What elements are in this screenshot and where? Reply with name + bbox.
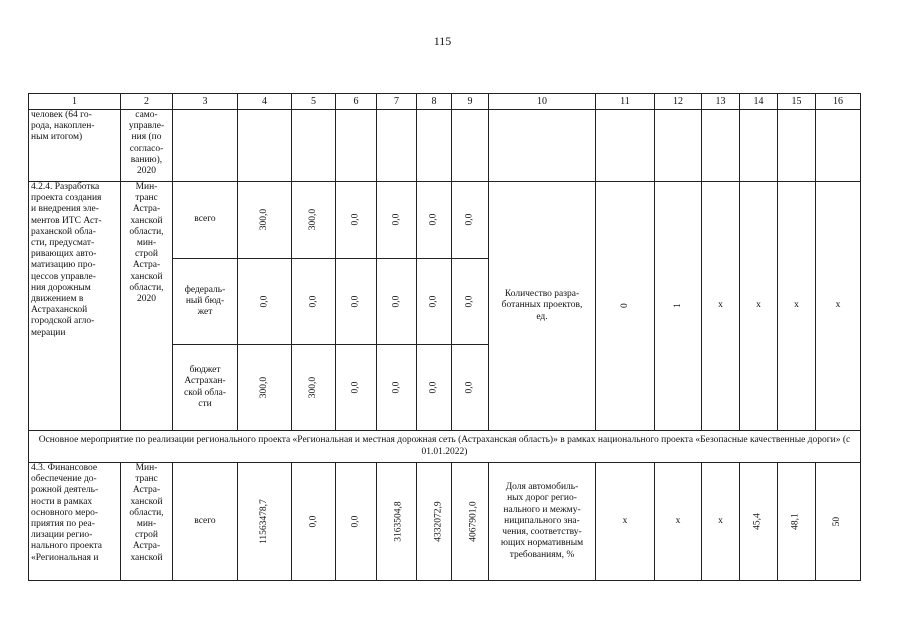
col-header: 2 [121, 94, 173, 110]
executor-cont: само- управле- ния (по согласо- ванию), 2020 [121, 110, 173, 182]
indicator-value: x [778, 182, 816, 431]
table-row-4-2-4-total [29, 182, 861, 259]
indicator-value: x [655, 463, 702, 581]
col-header: 8 [417, 94, 452, 110]
col-header: 7 [377, 94, 417, 110]
col-header: 1 [29, 94, 121, 110]
value-cell: 0,0 [336, 345, 377, 431]
col-header: 6 [336, 94, 377, 110]
col-header: 11 [596, 94, 655, 110]
value-cell: 11563478,7 [238, 463, 292, 581]
indicator-value: x [702, 182, 740, 431]
value-cell: 0,0 [336, 463, 377, 581]
col-header: 12 [655, 94, 702, 110]
indicator-value: 1 [655, 182, 702, 431]
value-cell: 0,0 [452, 345, 489, 431]
value-cell: 300,0 [292, 345, 336, 431]
indicator-4-2-4: Количество разра- ботанных проектов, ед. [489, 182, 596, 431]
value-cell: 0,0 [377, 345, 417, 431]
value-cell: 0,0 [417, 182, 452, 259]
col-header: 14 [740, 94, 778, 110]
col-header: 16 [816, 94, 861, 110]
value-cell: 0,0 [417, 345, 452, 431]
main-event-title: Основное мероприятие по реализации регионального проекта «Региональная и местная дорожная сеть (Астраханская область)» в рамках национального проекта «Безопасные качественные дороги» (с 01.01.2022) [29, 431, 861, 463]
col-header: 10 [489, 94, 596, 110]
executor-4-3: Мин- транс Астра- ханской области, мин- строй Астра- ханской [121, 463, 173, 581]
indicator-value: x [740, 182, 778, 431]
header-row [29, 94, 861, 110]
indicator-value: x [816, 182, 861, 431]
program-table [28, 93, 861, 581]
value-cell: 300,0 [292, 182, 336, 259]
indicator-value: 50 [816, 463, 861, 581]
executor-4-2-4: Мин- транс Астра- ханской области, мин- строй Астра- ханской области, 2020 [121, 182, 173, 431]
funding-source: всего [173, 182, 238, 259]
event-title-cont: человек (64 го- рода, накоплен- ным итогом) [29, 110, 121, 182]
value-cell: 0,0 [452, 182, 489, 259]
value-cell: 0,0 [417, 259, 452, 345]
value-cell: 0,0 [336, 259, 377, 345]
value-cell: 300,0 [238, 182, 292, 259]
table-row-continued [29, 110, 861, 182]
main-event-row [29, 431, 861, 463]
value-cell: 4067901,0 [452, 463, 489, 581]
indicator-value: 0 [596, 182, 655, 431]
value-cell: 0,0 [452, 259, 489, 345]
value-cell: 300,0 [238, 345, 292, 431]
indicator-4-3: Доля автомобиль- ных дорог регио- нального и межму- ниципального зна- чения, соответству- ющих нормативным требованиям, % [489, 463, 596, 581]
value-cell: 0,0 [377, 182, 417, 259]
funding-source: бюджет Астрахан- ской обла- сти [173, 345, 238, 431]
col-header: 15 [778, 94, 816, 110]
indicator-value: 48,1 [778, 463, 816, 581]
col-header: 5 [292, 94, 336, 110]
value-cell: 4332072,9 [417, 463, 452, 581]
indicator-value: x [596, 463, 655, 581]
indicator-value: x [702, 463, 740, 581]
indicator-value: 45,4 [740, 463, 778, 581]
value-cell: 0,0 [336, 182, 377, 259]
col-header: 9 [452, 94, 489, 110]
value-cell: 0,0 [292, 259, 336, 345]
col-header: 4 [238, 94, 292, 110]
col-header: 3 [173, 94, 238, 110]
value-cell: 0,0 [377, 259, 417, 345]
value-cell: 3163504,8 [377, 463, 417, 581]
value-cell: 0,0 [292, 463, 336, 581]
event-title-4-3: 4.3. Финансовое обеспечение до- рожной деятель- ности в рамках основного меро- приятия по реа- лизации регио- нального проекта «Региональная и [29, 463, 121, 581]
value-cell: 0,0 [238, 259, 292, 345]
col-header: 13 [702, 94, 740, 110]
funding-source: всего [173, 463, 238, 581]
table-row-4-3 [29, 463, 861, 581]
page-number: 115 [433, 34, 452, 48]
event-title-4-2-4: 4.2.4. Разработка проекта создания и внедрения эле- ментов ИТС Аст- раханской обла- сти, предусмат- ривающих авто- матизацию про- цессов управле- ния дорожным движением в Астраханской городской агло- мерации [29, 182, 121, 431]
funding-source: федераль- ный бюд- жет [173, 259, 238, 345]
